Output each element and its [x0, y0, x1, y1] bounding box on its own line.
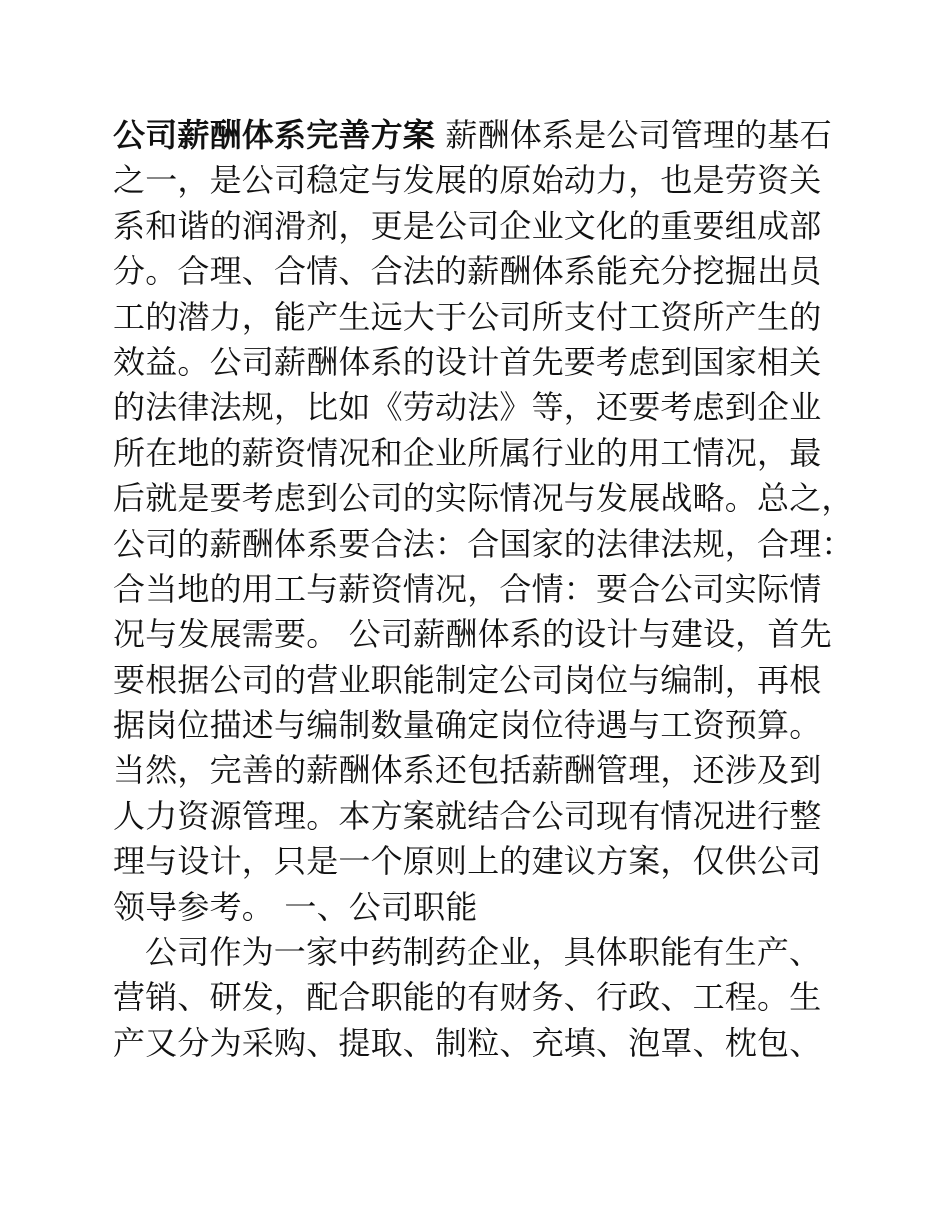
paragraph-line: 工的潜力，能产生远大于公司所支付工资所产生的	[113, 297, 822, 336]
section-paragraph-line	[113, 930, 843, 975]
paragraph-line: 当然，完善的薪酬体系还包括薪酬管理，还涉及到	[113, 751, 822, 790]
paragraph-line: 公司的薪酬体系要合法：合国家的法律法规，合理：	[113, 524, 854, 563]
paragraph-line: 后就是要考虑到公司的实际情况与发展战略。总之，	[113, 479, 854, 518]
document-body	[113, 113, 854, 1066]
paragraph-line: 人力资源管理。本方案就结合公司现有情况进行整	[113, 796, 822, 835]
paragraph-line: 要根据公司的营业职能制定公司岗位与编制，再根	[113, 660, 822, 699]
paragraph-line: 合当地的用工与薪资情况，合情：要合公司实际情	[113, 569, 822, 608]
paragraph-line: 况与发展需要。 公司薪酬体系的设计与建设，首先	[113, 615, 832, 654]
paragraph-line: 所在地的薪资情况和企业所属行业的用工情况，最	[113, 433, 822, 472]
paragraph-line: 之一，是公司稳定与发展的原始动力，也是劳资关	[113, 161, 822, 200]
paragraph-line: 系和谐的润滑剂，更是公司企业文化的重要组成部	[113, 206, 822, 245]
paragraph-line: 分。合理、合情、合法的薪酬体系能充分挖掘出员	[113, 252, 822, 291]
section-paragraph-line: 产又分为采购、提取、制粒、充填、泡罩、枕包、	[113, 1023, 822, 1062]
paragraph-text: 薪酬体系是公司管理的基石	[445, 116, 832, 154]
paragraph-line: 据岗位描述与编制数量确定岗位待遇与工资预算。	[113, 706, 822, 745]
section-paragraph-text: 公司作为一家中药制药企业，具体职能有生产、	[145, 933, 822, 972]
paragraph-line: 理与设计，只是一个原则上的建议方案，仅供公司	[113, 842, 822, 881]
paragraph-line: 的法律法规，比如《劳动法》等，还要考虑到企业	[113, 388, 822, 427]
paragraph-line: 效益。公司薪酬体系的设计首先要考虑到国家相关	[113, 342, 822, 381]
section-heading-line: 领导参考。 一、公司职能	[113, 887, 478, 926]
section-paragraph-line: 营销、研发，配合职能的有财务、行政、工程。生	[113, 978, 822, 1017]
paragraph-line	[113, 113, 843, 158]
document-title: 公司薪酬体系完善方案	[113, 116, 436, 154]
